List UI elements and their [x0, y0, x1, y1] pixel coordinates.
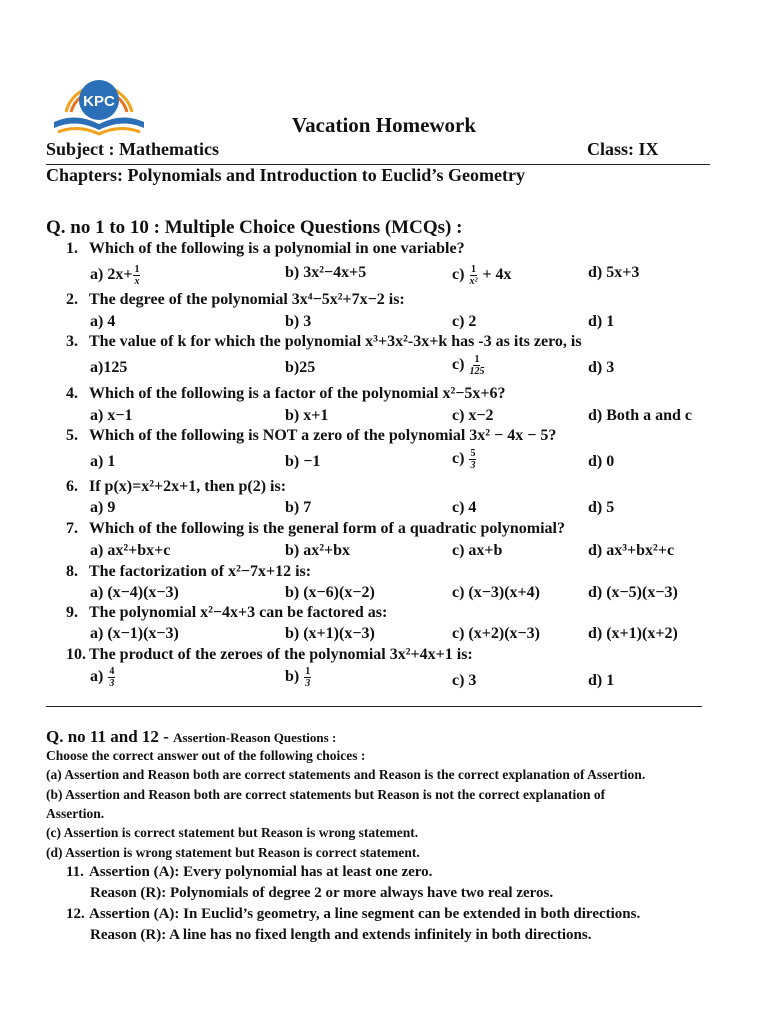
subject-label: Subject : Mathematics — [46, 139, 219, 159]
q4-option-b: b) x+1 — [285, 407, 329, 424]
q3-option-a: a)125 — [90, 359, 128, 376]
q4-option-d: d) Both a and c — [588, 407, 693, 424]
question-1: 1. Which of the following is a polynomial in one variable? — [66, 240, 465, 257]
q10-option-c: c) 3 — [452, 672, 477, 689]
question-10: 10. The product of the zeroes of the polynomial 3x²+4x+1 is: — [66, 646, 473, 663]
q6-option-a: a) 9 — [90, 499, 116, 516]
q7-option-d: d) ax³+bx²+c — [588, 542, 675, 559]
q2-option-c: c) 2 — [452, 313, 477, 330]
q2-option-d: d) 1 — [588, 313, 615, 330]
q5-option-b: b) −1 — [285, 453, 321, 470]
q7-option-c: c) ax+b — [452, 542, 503, 559]
question-12-reason: Reason (R): A line has no fixed length and extends infinitely in both directions. — [90, 927, 592, 943]
q9-option-b: b) (x+1)(x−3) — [285, 625, 375, 642]
q1-option-b: b) 3x²−4x+5 — [285, 264, 367, 281]
ar-choice-b: (b) Assertion and Reason both are correct statements but Reason is not the correct explanation of — [46, 787, 606, 802]
q9-option-a: a) (x−1)(x−3) — [90, 625, 179, 642]
ar-heading: Q. no 11 and 12 - Assertion-Reason Questions : — [46, 727, 337, 746]
question-5: 5. Which of the following is NOT a zero of the polynomial 3x² − 4x − 5? — [66, 427, 557, 444]
ar-choice-b-cont: Assertion. — [46, 806, 105, 821]
q7-option-b: b) ax²+bx — [285, 542, 351, 559]
q1-option-a: a) 2x+ $\frac{1}{x}$ — [90, 264, 140, 287]
q9-option-d: d) (x+1)(x+2) — [588, 625, 678, 642]
question-11-reason: Reason (R): Polynomials of degree 2 or more always have two real zeros. — [90, 885, 554, 901]
q10-option-b: b) $\frac{1}{3}$ — [285, 666, 311, 689]
q5-option-a: a) 1 — [90, 453, 116, 470]
q7-option-a: a) ax²+bx+c — [90, 542, 171, 559]
q1-option-d: d) 5x+3 — [588, 264, 640, 281]
q9-option-c: c) (x+2)(x−3) — [452, 625, 540, 642]
question-11-assertion: 11. Assertion (A): Every polynomial has at least one zero. — [66, 864, 433, 880]
q8-option-d: d) (x−5)(x−3) — [588, 584, 678, 601]
q6-option-c: c) 4 — [452, 499, 477, 516]
question-7: 7. Which of the following is the general form of a quadratic polynomial? — [66, 520, 565, 537]
q1-option-c: c) $\frac{1}{\text{x²}}$ + 4x — [452, 264, 512, 287]
q4-option-c: c) x−2 — [452, 407, 494, 424]
q8-option-b: b) (x−6)(x−2) — [285, 584, 375, 601]
q2-option-b: b) 3 — [285, 313, 312, 330]
question-2: 2. The degree of the polynomial 3x⁴−5x²+7x−2 is: — [66, 291, 405, 308]
q4-option-a: a) x−1 — [90, 407, 133, 424]
question-3: 3. The value of k for which the polynomial x³+3x²-3x+k has -3 as its zero, is — [66, 333, 582, 350]
q10-option-d: d) 1 — [588, 672, 615, 689]
q10-option-a: a) $\frac{4}{3}$ — [90, 666, 115, 689]
q3-option-d: d) 3 — [588, 359, 615, 376]
q6-option-b: b) 7 — [285, 499, 312, 516]
q5-option-c: c) $\frac{5}{3}$ — [452, 448, 476, 471]
page-title: Vacation Homework — [291, 113, 477, 137]
ar-choice-a: (a) Assertion and Reason both are correct statements and Reason is the correct explanation of Assertion. — [46, 767, 646, 782]
question-4: 4. Which of the following is a factor of the polynomial x²−5x+6? — [66, 385, 506, 402]
q5-option-d: d) 0 — [588, 453, 615, 470]
q8-option-a: a) (x−4)(x−3) — [90, 584, 179, 601]
question-12-assertion: 12. Assertion (A): In Euclid’s geometry, a line segment can be extended in both directions. — [66, 906, 641, 922]
ar-instruction: Choose the correct answer out of the following choices : — [46, 748, 366, 763]
q3-option-c: c) $\frac{1}{125}$ — [452, 354, 485, 377]
q8-option-c: c) (x−3)(x+4) — [452, 584, 540, 601]
ar-choice-c: (c) Assertion is correct statement but Reason is wrong statement. — [46, 825, 419, 840]
q3-option-b: b)25 — [285, 359, 316, 376]
question-6: 6. If p(x)=x²+2x+1, then p(2) is: — [66, 478, 287, 495]
q2-option-a: a) 4 — [90, 313, 116, 330]
question-9: 9. The polynomial x²−4x+3 can be factored as: — [66, 604, 388, 621]
ar-choice-d: (d) Assertion is wrong statement but Reason is correct statement. — [46, 845, 420, 860]
logo-text: KPC — [83, 93, 115, 110]
chapters-label: Chapters: Polynomials and Introduction to Euclid’s Geometry — [46, 165, 526, 185]
class-label: Class: IX — [587, 139, 659, 159]
mcq-heading: Q. no 1 to 10 : Multiple Choice Questions (MCQs) : — [46, 217, 463, 238]
question-8: 8. The factorization of x²−7x+12 is: — [66, 563, 312, 580]
q6-option-d: d) 5 — [588, 499, 615, 516]
divider — [46, 706, 702, 707]
